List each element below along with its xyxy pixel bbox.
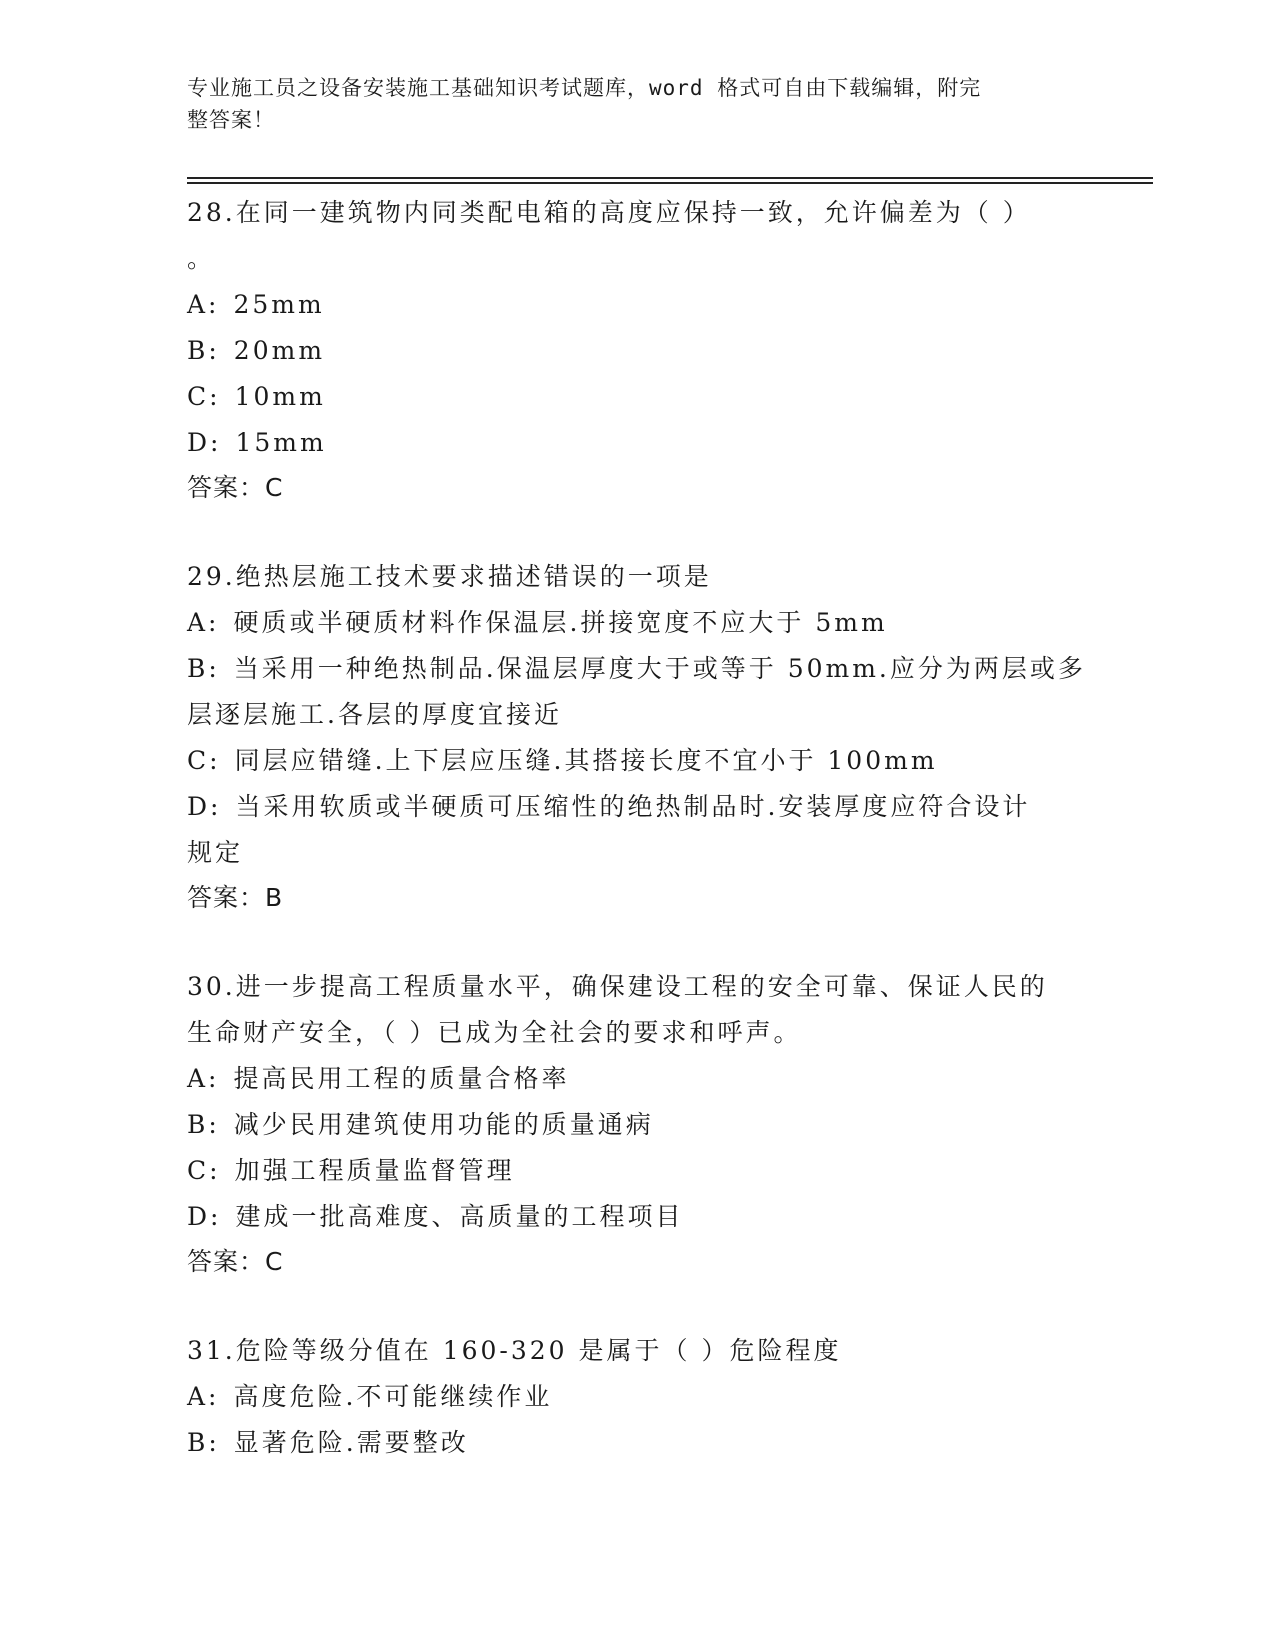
option-text: 提高民用工程的质量合格率: [233, 1064, 570, 1093]
option-text: 同层应错缝.上下层应压缝.其搭接长度不宜小于 100mm: [234, 746, 938, 775]
question-text: 。: [187, 244, 216, 273]
answer-option: [187, 282, 1087, 328]
option-letter: B:: [187, 1428, 220, 1457]
option-letter: D:: [187, 1202, 222, 1231]
question-text: 31.危险等级分值在 160-320 是属于（ ）危险程度: [187, 1336, 842, 1365]
option-text: 显著危险.需要整改: [233, 1428, 469, 1457]
answer-key: 答案：C: [187, 1247, 284, 1276]
answer-key: 答案：B: [187, 883, 284, 912]
answer-option: [187, 1148, 1087, 1194]
option-letter: C:: [187, 746, 221, 775]
header-line-1: 专业施工员之设备安装施工基础知识考试题库，word 格式可自由下载编辑，附完: [187, 76, 982, 100]
answer-option: [187, 1194, 1087, 1240]
option-letter: B:: [187, 336, 220, 365]
option-letter: D:: [187, 428, 222, 457]
answer-option: [187, 784, 1087, 830]
option-text-continuation: 规定: [187, 838, 244, 867]
question-text: 29.绝热层施工技术要求描述错误的一项是: [187, 562, 712, 591]
answer-option: [187, 420, 1087, 466]
answer-key: 答案：C: [187, 473, 284, 502]
option-letter: A:: [187, 1064, 220, 1093]
option-letter: C:: [187, 382, 221, 411]
option-text: 高度危险.不可能继续作业: [233, 1382, 553, 1411]
header-line-2: 整答案！: [187, 108, 275, 132]
question-text: 28.在同一建筑物内同类配电箱的高度应保持一致，允许偏差为（ ）: [187, 198, 1031, 227]
option-letter: A:: [187, 1382, 220, 1411]
answer-option: [187, 1056, 1087, 1102]
option-text: 当采用软质或半硬质可压缩性的绝热制品时.安装厚度应符合设计: [235, 792, 1031, 821]
question-block: [187, 964, 1087, 1284]
question-block: [187, 554, 1087, 920]
option-text: 当采用一种绝热制品.保温层厚度大于或等于 50mm.应分为两层或多: [233, 654, 1086, 683]
option-letter: D:: [187, 792, 222, 821]
answer-option: [187, 1420, 1087, 1466]
answer-option: [187, 738, 1087, 784]
question-list: [187, 190, 1087, 1510]
option-letter: C:: [187, 1156, 221, 1185]
header-divider-top: [187, 177, 1153, 179]
option-letter: A:: [187, 290, 220, 319]
document-header: [187, 72, 1067, 136]
answer-option: [187, 374, 1087, 420]
answer-option: [187, 1374, 1087, 1420]
option-text: 硬质或半硬质材料作保温层.拼接宽度不应大于 5mm: [233, 608, 888, 637]
option-text: 加强工程质量监督管理: [234, 1156, 515, 1185]
option-text: 15mm: [235, 428, 327, 457]
answer-option: [187, 600, 1087, 646]
answer-option: [187, 646, 1087, 692]
question-block: [187, 190, 1087, 510]
question-text: 30.进一步提高工程质量水平，确保建设工程的安全可靠、保证人民的: [187, 972, 1048, 1001]
question-text: 生命财产安全，（ ）已成为全社会的要求和呼声。: [187, 1018, 802, 1047]
header-divider-bottom: [187, 182, 1153, 184]
answer-option: [187, 328, 1087, 374]
question-block: [187, 1328, 1087, 1466]
option-text: 25mm: [233, 290, 325, 319]
option-text: 10mm: [234, 382, 326, 411]
option-letter: B:: [187, 1110, 220, 1139]
option-text-continuation: 层逐层施工.各层的厚度宜接近: [187, 700, 562, 729]
option-text: 减少民用建筑使用功能的质量通病: [233, 1110, 654, 1139]
option-letter: A:: [187, 608, 220, 637]
option-text: 建成一批高难度、高质量的工程项目: [235, 1202, 684, 1231]
option-letter: B:: [187, 654, 220, 683]
option-text: 20mm: [233, 336, 326, 365]
answer-option: [187, 1102, 1087, 1148]
